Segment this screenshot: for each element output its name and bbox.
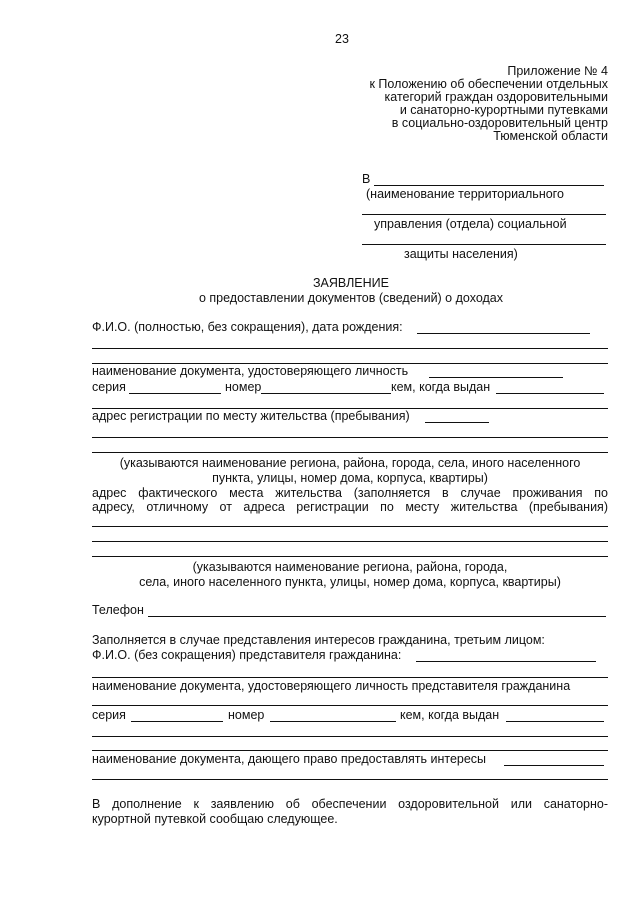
- rep-number-input-line[interactable]: [270, 721, 396, 722]
- actual-address-label-2: адресу, отличному от адреса регистрации по месту жительства (пребывания): [92, 500, 608, 514]
- blank-line[interactable]: [92, 541, 608, 542]
- reg-address-label: адрес регистрации по месту жительства (пребывания): [92, 409, 410, 423]
- addressee-hint-2: управления (отдела) социальной: [374, 217, 567, 231]
- addition-text-2: курортной путевкой сообщаю следующее.: [92, 812, 338, 826]
- actual-address-label-1: адрес фактического места жительства (заполняется в случае проживания по: [92, 486, 608, 500]
- blank-line[interactable]: [92, 348, 608, 349]
- blank-line[interactable]: [92, 705, 608, 706]
- blank-line[interactable]: [92, 677, 608, 678]
- appendix-line: категорий граждан оздоровительными: [384, 90, 608, 104]
- reg-address-note-1: (указываются наименование региона, района, города, села, иного населенного: [119, 456, 581, 470]
- addition-text-1: В дополнение к заявлению об обеспечении оздоровительной или санаторно-: [92, 797, 608, 811]
- actual-address-note-2: села, иного населенного пункта, улицы, номер дома, корпуса, квартиры): [139, 575, 561, 589]
- blank-line[interactable]: [92, 750, 608, 751]
- rep-issued-by-input-line[interactable]: [506, 721, 604, 722]
- fio-dob-input-line[interactable]: [417, 333, 590, 334]
- series-input-line[interactable]: [129, 393, 221, 394]
- rep-series-input-line[interactable]: [131, 721, 223, 722]
- appendix-line: к Положению об обеспечении отдельных: [369, 77, 608, 91]
- blank-line[interactable]: [92, 556, 608, 557]
- rep-issued-by-label: кем, когда выдан: [400, 708, 500, 722]
- id-doc-label: наименование документа, удостоверяющего личность: [92, 364, 409, 378]
- addressee-hint-1: (наименование территориального: [366, 187, 564, 201]
- addressee-line[interactable]: [362, 244, 606, 245]
- blank-line[interactable]: [92, 779, 608, 780]
- actual-address-note-1: (указываются наименование региона, района, города,: [192, 560, 508, 574]
- blank-line[interactable]: [92, 437, 608, 438]
- appendix-line: в социально-оздоровительный центр: [391, 116, 608, 130]
- blank-line[interactable]: [92, 736, 608, 737]
- rep-number-label: номер: [228, 708, 265, 722]
- issued-by-label: кем, когда выдан: [391, 380, 491, 394]
- rep-id-doc-label: наименование документа, удостоверяющего личность представителя гражданина: [92, 679, 571, 693]
- rep-fio-input-line[interactable]: [416, 661, 596, 662]
- third-party-label: Заполняется в случае представления интересов гражданина, третьим лицом:: [92, 633, 545, 647]
- blank-line[interactable]: [92, 452, 608, 453]
- number-input-line[interactable]: [261, 393, 391, 394]
- addressee-hint-3: защиты населения): [404, 247, 518, 261]
- document-subtitle: о предоставлении документов (сведений) о доходах: [198, 291, 503, 305]
- appendix-title: Приложение № 4: [507, 64, 608, 78]
- authority-doc-input-line[interactable]: [504, 765, 604, 766]
- authority-doc-label: наименование документа, дающего право предоставлять интересы: [92, 752, 487, 766]
- reg-address-note-2: пункта, улицы, номер дома, корпуса, квартиры): [212, 471, 488, 485]
- phone-input-line[interactable]: [148, 616, 606, 617]
- rep-series-label: серия: [92, 708, 126, 722]
- blank-line[interactable]: [92, 526, 608, 527]
- number-label: номер: [225, 380, 262, 394]
- appendix-line: и санаторно-курортными путевками: [399, 103, 608, 117]
- rep-fio-label: Ф.И.О. (без сокращения) представителя гражданина:: [92, 648, 402, 662]
- id-doc-input-line[interactable]: [429, 377, 563, 378]
- addressee-line[interactable]: [362, 214, 606, 215]
- addressee-prefix: В: [362, 172, 371, 186]
- page-number: 23: [335, 32, 349, 46]
- appendix-line: Тюменской области: [493, 129, 608, 143]
- phone-label: Телефон: [92, 603, 144, 617]
- issued-by-input-line[interactable]: [496, 393, 604, 394]
- series-label: серия: [92, 380, 126, 394]
- addressee-line[interactable]: [374, 185, 604, 186]
- fio-dob-label: Ф.И.О. (полностью, без сокращения), дата рождения:: [92, 320, 403, 334]
- document-title: ЗАЯВЛЕНИЕ: [312, 276, 389, 290]
- reg-address-input-line[interactable]: [425, 422, 489, 423]
